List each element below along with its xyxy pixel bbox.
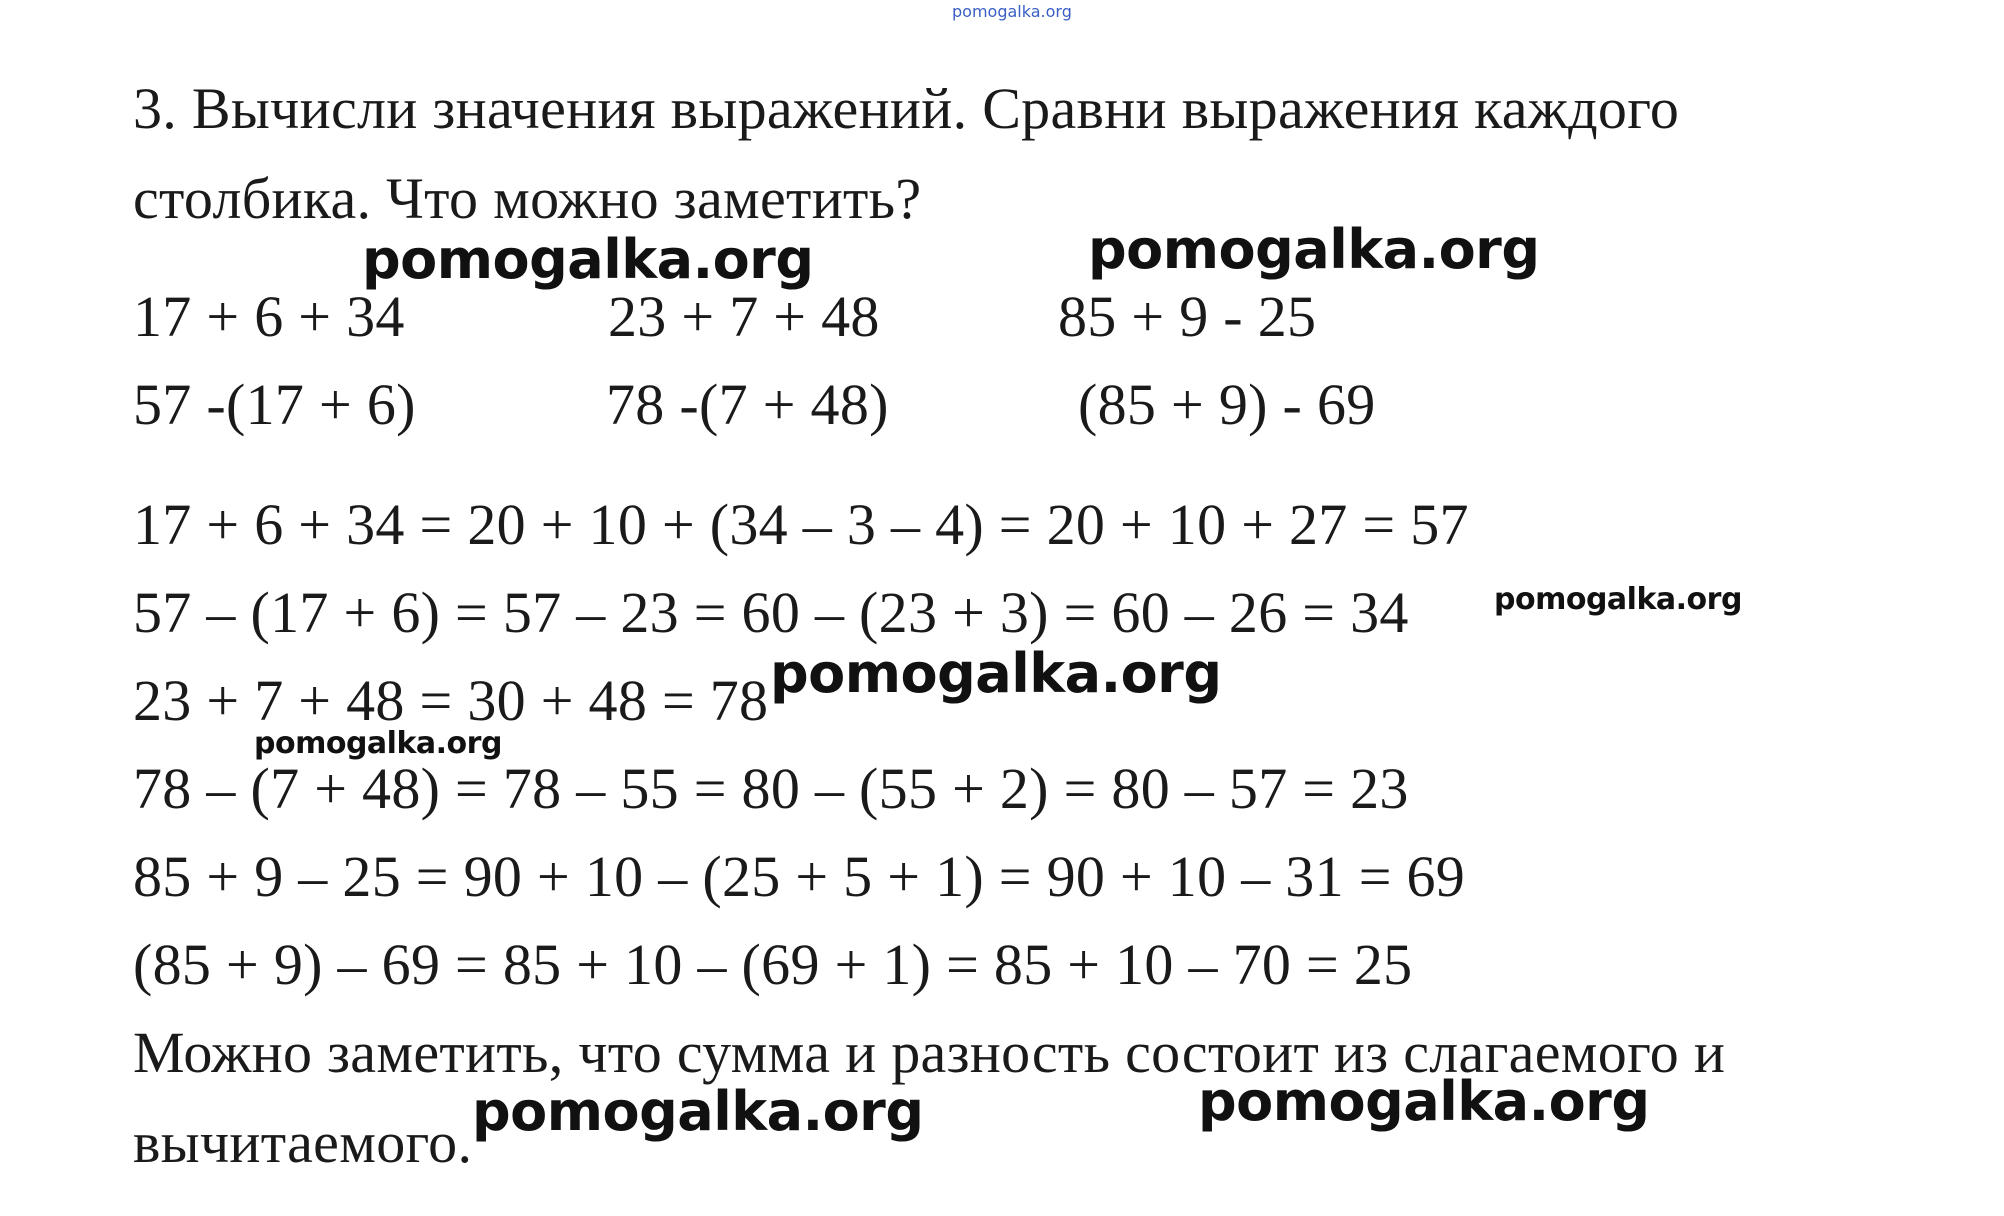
solution-line: 17 + 6 + 34 = 20 + 10 + (34 – 3 – 4) = 20 + 10 + 27 = 57 [133,492,1469,557]
expression-col1-row1: 17 + 6 + 34 [133,284,405,349]
solution-line: 57 – (17 + 6) = 57 – 23 = 60 – (23 + 3) = 60 – 26 = 34 [133,580,1409,645]
watermark: pomogalka.org [1088,218,1540,281]
watermark: pomogalka.org [362,228,814,291]
solution-line: 23 + 7 + 48 = 30 + 48 = 78 [133,668,769,733]
solution-line: 78 – (7 + 48) = 78 – 55 = 80 – (55 + 2) = 80 – 57 = 23 [133,756,1409,821]
expression-col2-row2: 78 -(7 + 48) [606,372,889,437]
expression-col1-row2: 57 -(17 + 6) [133,372,416,437]
watermark: pomogalka.org [254,726,502,761]
solution-line: 85 + 9 – 25 = 90 + 10 – (25 + 5 + 1) = 90 + 10 – 31 = 69 [133,844,1466,909]
expression-col3-row1: 85 + 9 - 25 [1058,284,1317,349]
conclusion-line-2: вычитаемого. [133,1110,473,1175]
task-text-line-2: столбика. Что можно заметить? [133,166,922,231]
task-text-line-1: 3. Вычисли значения выражений. Сравни выражения каждого [133,76,1680,141]
conclusion-line-1: Можно заметить, что сумма и разность состоит из слагаемого и [133,1020,1726,1085]
solution-line: (85 + 9) – 69 = 85 + 10 – (69 + 1) = 85 + 10 – 70 = 25 [133,932,1413,997]
watermark-top: pomogalka.org [952,2,1072,21]
expression-col3-row2: (85 + 9) - 69 [1078,372,1376,437]
expression-col2-row1: 23 + 7 + 48 [608,284,880,349]
watermark: pomogalka.org [472,1080,924,1143]
watermark: pomogalka.org [770,642,1222,705]
watermark: pomogalka.org [1494,582,1742,617]
watermark: pomogalka.org [1198,1070,1650,1133]
